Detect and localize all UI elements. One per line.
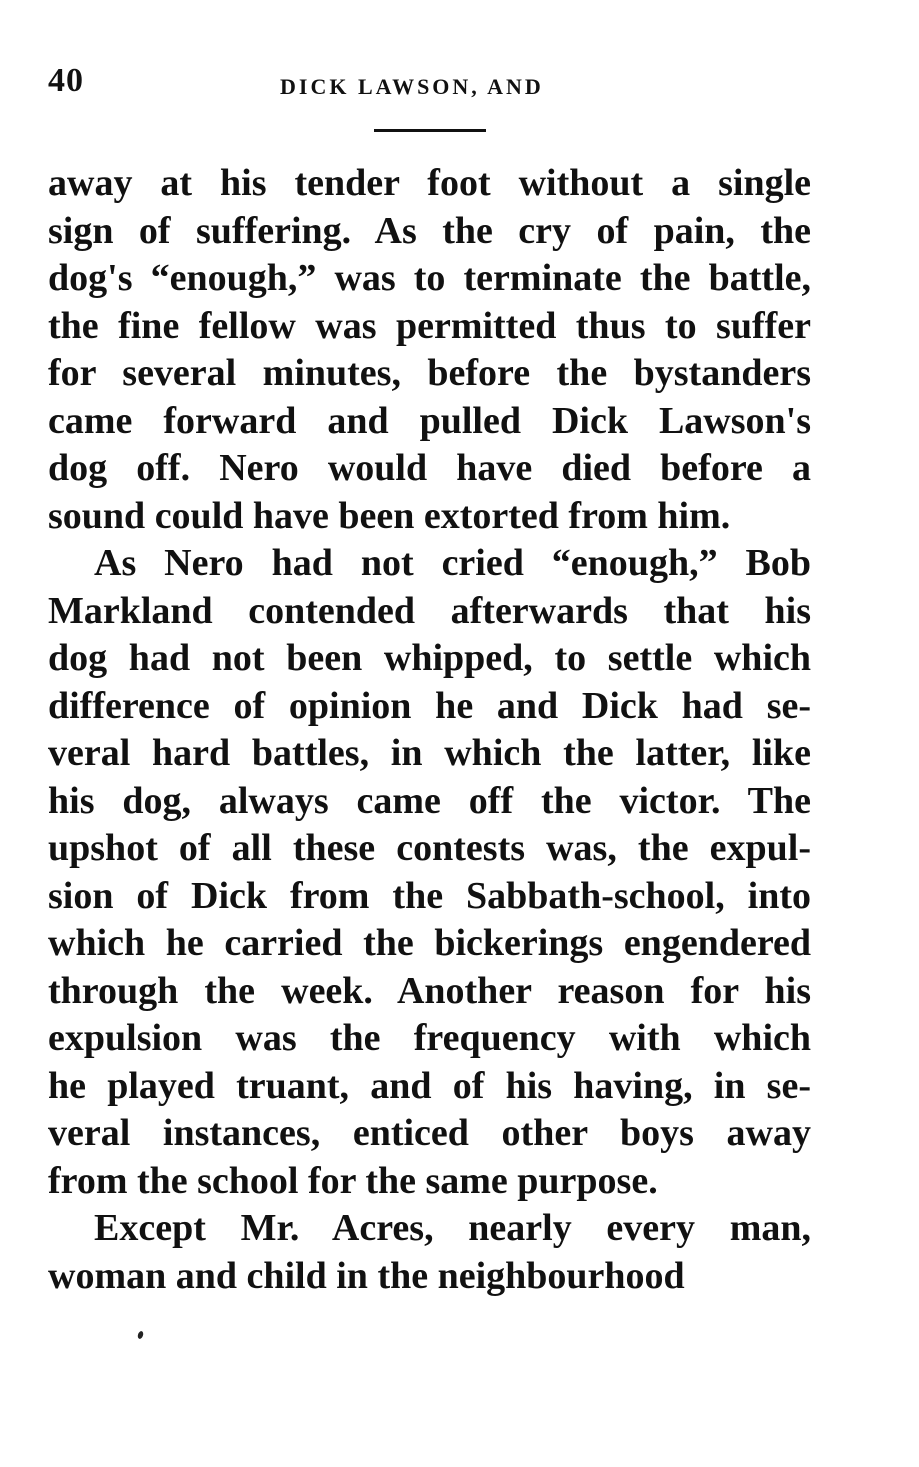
text-line: As Nero had not cried “enough,” Bob [94, 542, 811, 584]
text-line: veral hard battles, in which the latter, like [48, 732, 811, 774]
text-line: his dog, always came off the victor. The [48, 779, 811, 822]
text-line: away at his tender foot without a single [48, 162, 811, 204]
text-line: Markland contended afterwards that his [48, 589, 811, 632]
page-number: 40 [48, 62, 84, 99]
text-line: for several minutes, before the bystanders [48, 352, 811, 394]
text-line: dog had not been whipped, to settle which [48, 637, 811, 679]
page-header [48, 62, 818, 112]
text-line: sign of suffering. As the cry of pain, the [48, 209, 811, 252]
text-line: dog's “enough,” was to terminate the battle, [48, 257, 811, 299]
text-line: woman and child in the neighbourhood [48, 1254, 685, 1297]
text-line: Except Mr. Acres, nearly every man, [94, 1207, 811, 1249]
text-line: expulsion was the frequency with which [48, 1017, 811, 1059]
text-line: upshot of all these contests was, the expul- [48, 827, 811, 869]
text-line: sion of Dick from the Sabbath-school, into [48, 874, 811, 917]
text-line: came forward and pulled Dick Lawson's [48, 399, 811, 442]
text-line: from the school for the same purpose. [48, 1159, 658, 1202]
text-line: which he carried the bickerings engendered [48, 922, 811, 964]
text-line: sound could have been extorted from him. [48, 494, 731, 537]
text-line: through the week. Another reason for his [48, 969, 811, 1012]
text-line: veral instances, enticed other boys away [48, 1112, 811, 1154]
ink-speck [137, 1330, 144, 1339]
text-line: he played truant, and of his having, in se- [48, 1064, 811, 1107]
text-line: the fine fellow was permitted thus to suffer [48, 304, 811, 347]
header-rule [374, 129, 486, 132]
text-line: difference of opinion he and Dick had se- [48, 684, 811, 727]
running-head: DICK LAWSON, AND [280, 74, 544, 99]
text-line: dog off. Nero would have died before a [48, 447, 811, 489]
body-text [48, 160, 811, 1300]
